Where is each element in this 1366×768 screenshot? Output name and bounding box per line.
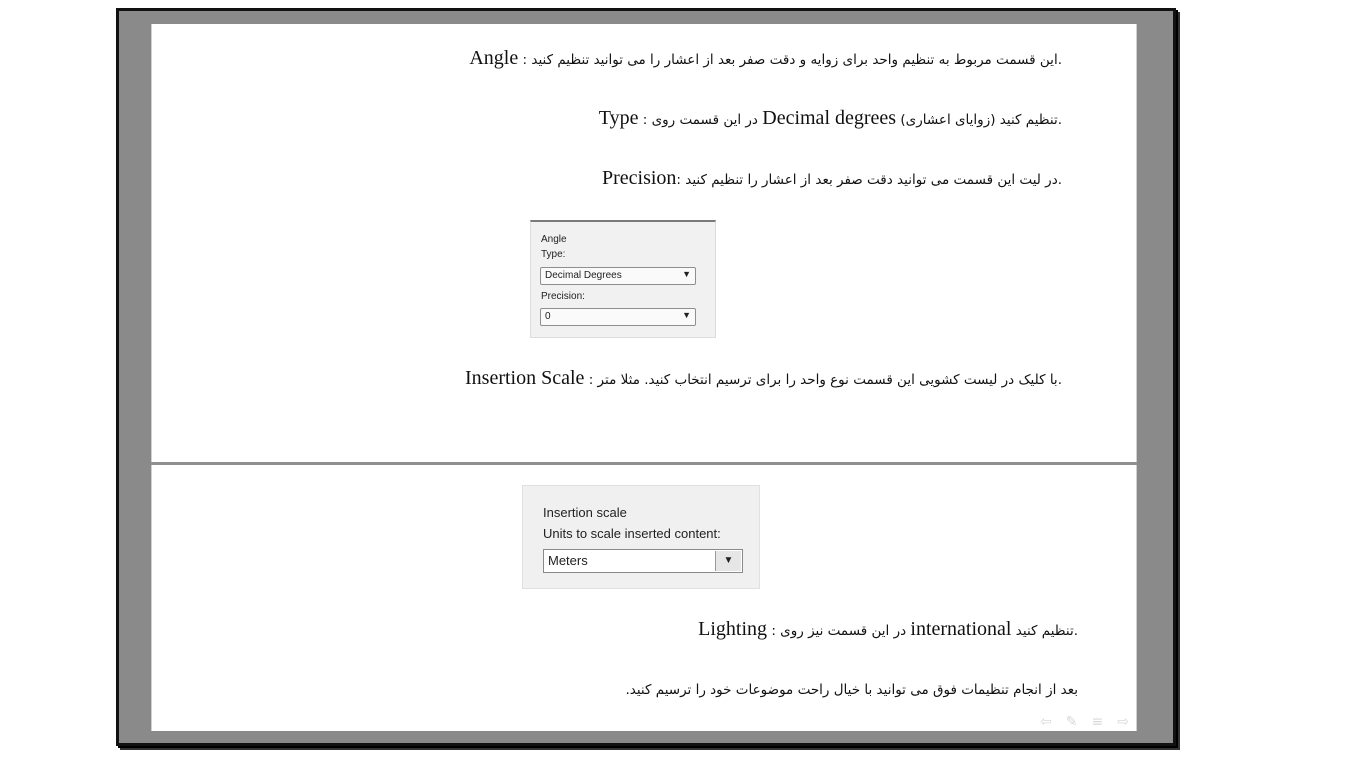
angle-settings-screenshot: [530, 220, 716, 338]
insertion-description: : با کلیک در لیست کشویی این قسمت نوع واحد را برای ترسیم انتخاب کنید. مثلا متر.: [584, 372, 1062, 388]
term-angle: Angle: [469, 47, 519, 69]
type-label: Type:: [541, 249, 566, 260]
lighting-description-pre: : در این قسمت نیز روی: [767, 623, 911, 639]
term-precision: Precision: [601, 167, 677, 189]
paragraph-lighting: [698, 618, 1078, 642]
angle-description: : این قسمت مربوط به تنظیم واحد برای زوایه و دقت صفر بعد از اعشار را می توانید تنظیم کنید.: [518, 52, 1062, 68]
precision-select-value: 0: [545, 311, 551, 322]
arrow-left-icon[interactable]: ⇦: [1040, 714, 1052, 730]
type-select: [540, 267, 696, 285]
precision-select: [540, 308, 696, 326]
term-type: Type: [598, 107, 639, 129]
term-insertion-scale: Insertion Scale: [465, 367, 585, 389]
paragraph-precision: [602, 167, 1062, 191]
chevron-down-icon: ▼: [682, 310, 691, 320]
term-decimal-degrees: Decimal degrees: [762, 107, 897, 129]
paragraph-angle: [469, 47, 1062, 71]
type-select-value: Decimal Degrees: [545, 270, 622, 281]
precision-label: Precision:: [541, 291, 585, 302]
units-select-value: Meters: [548, 553, 588, 568]
closing-text: بعد از انجام تنظیمات فوق می توانید با خیال راحت موضوعات خود را ترسیم کنید.: [625, 682, 1078, 698]
pen-icon[interactable]: ✎: [1065, 714, 1078, 730]
paragraph-closing: [625, 679, 1078, 701]
paragraph-type: [599, 107, 1062, 131]
slide-navigation: [1040, 714, 1129, 730]
lighting-description: تنظیم کنید.: [1011, 623, 1078, 639]
insertion-group-label: Insertion scale: [543, 505, 627, 520]
paragraph-insertion-scale: [465, 367, 1062, 391]
term-lighting: Lighting: [698, 618, 768, 640]
term-international: international: [910, 618, 1012, 640]
units-select: [543, 549, 743, 573]
insertion-scale-screenshot: [522, 485, 760, 589]
precision-description: : در لیت این قسمت می توانید دقت صفر بعد از اعشار را تنظیم کنید.: [676, 172, 1062, 188]
arrow-right-icon[interactable]: ⇨: [1117, 714, 1129, 730]
type-description-pre: : در این قسمت روی: [638, 112, 763, 128]
menu-icon[interactable]: ≡: [1091, 714, 1104, 730]
chevron-down-icon: ▼: [682, 269, 691, 279]
angle-group-label: Angle: [541, 234, 567, 245]
chevron-down-icon: ▼: [715, 551, 741, 571]
type-description: (زوایای اعشاری) تنظیم کنید.: [896, 112, 1062, 128]
units-label: Units to scale inserted content:: [543, 526, 721, 541]
